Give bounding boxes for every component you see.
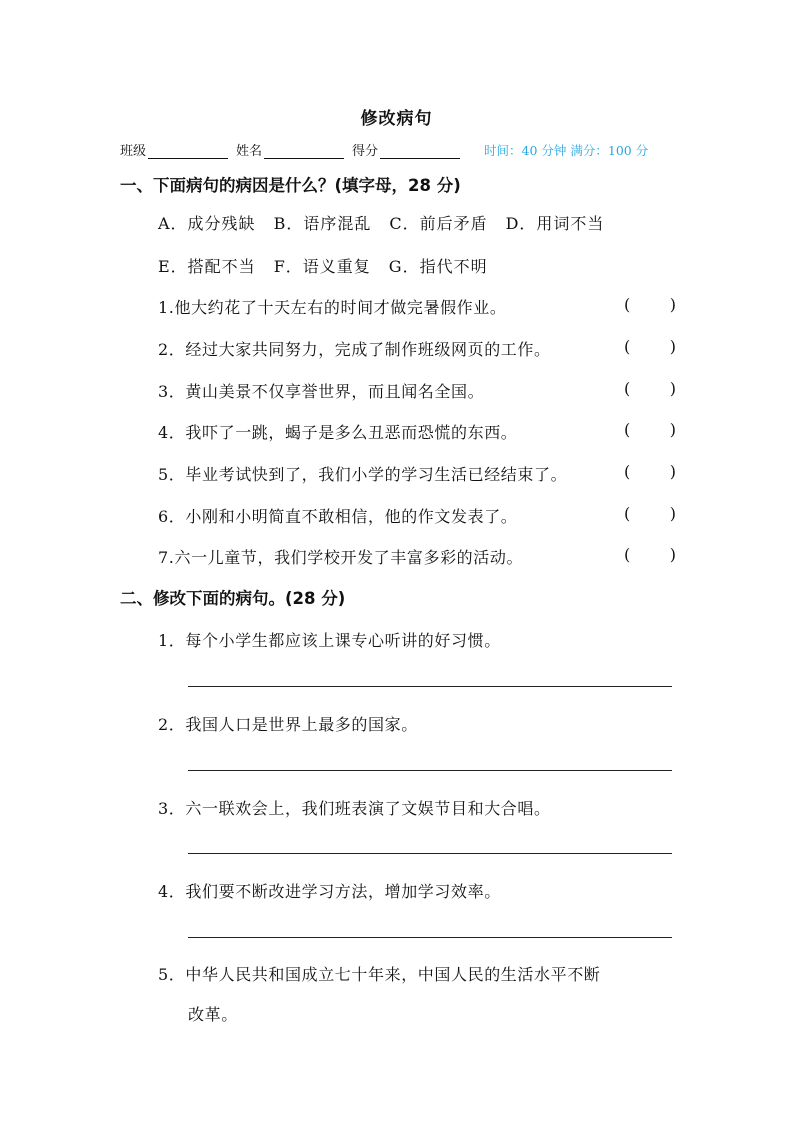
- paren-right: ): [669, 462, 676, 481]
- s2-question-5-continuation: 改革。: [188, 1005, 238, 1024]
- paren-left: (: [624, 504, 631, 523]
- question-text: 我吓了一跳，蝎子是多么丑恶而恐慌的东西。: [185, 423, 518, 442]
- s2-question-4: [158, 879, 678, 902]
- option-b: B．语序混乱: [273, 214, 372, 233]
- paren-left: (: [624, 295, 631, 314]
- question-number: 6．: [158, 507, 186, 526]
- s1-question-2: [158, 337, 678, 360]
- option-c: C．前后矛盾: [389, 214, 488, 233]
- question-text: 黄山美景不仅享誉世界，而且闻名全国。: [185, 382, 485, 401]
- options-row-1: [158, 211, 622, 234]
- paren-left: (: [624, 379, 631, 398]
- question-text: 他大约花了十天左右的时间才做完暑假作业。: [174, 298, 507, 317]
- question-number: 3．: [158, 382, 186, 401]
- answer-parentheses[interactable]: [624, 420, 676, 439]
- question-text: 经过大家共同努力，完成了制作班级网页的工作。: [185, 340, 551, 359]
- option-d: D．用词不当: [505, 214, 605, 233]
- s1-question-7: [158, 545, 678, 568]
- student-info-row: [120, 140, 680, 159]
- class-blank[interactable]: [148, 146, 228, 159]
- name-field: [236, 140, 344, 159]
- question-text: 中华人民共和国成立七十年来，中国人民的生活水平不断: [185, 965, 601, 984]
- s1-question-1: [158, 295, 678, 318]
- paren-right: ): [669, 545, 676, 564]
- section2-heading: 二、修改下面的病句。(28 分): [120, 589, 346, 608]
- answer-line-1[interactable]: [188, 686, 672, 687]
- question-text: 每个小学生都应该上课专心听讲的好习惯。: [185, 631, 501, 650]
- question-number: 4．: [158, 882, 186, 901]
- name-label: 姓名: [236, 144, 263, 159]
- answer-parentheses[interactable]: [624, 462, 676, 481]
- s1-question-3: [158, 379, 678, 402]
- option-a: A．成分残缺: [158, 214, 256, 233]
- question-number: 3．: [158, 799, 186, 818]
- answer-line-4[interactable]: [188, 937, 672, 938]
- paren-left: (: [624, 462, 631, 481]
- paren-right: ): [669, 504, 676, 523]
- question-number: 5．: [158, 465, 186, 484]
- answer-parentheses[interactable]: [624, 379, 676, 398]
- s1-question-4: [158, 420, 678, 443]
- paren-right: ): [669, 379, 676, 398]
- paren-left: (: [624, 337, 631, 356]
- page-title: 修改病句: [360, 109, 433, 129]
- question-text: 小刚和小明简直不敢相信，他的作文发表了。: [185, 507, 518, 526]
- answer-parentheses[interactable]: [624, 295, 676, 314]
- answer-parentheses[interactable]: [624, 337, 676, 356]
- s1-question-5: [158, 462, 678, 485]
- class-label: 班级: [120, 144, 147, 159]
- time-score-info: 时间：40 分钟 满分：100 分: [484, 143, 649, 158]
- question-text: 我国人口是世界上最多的国家。: [185, 715, 418, 734]
- question-number: 7.: [158, 548, 175, 567]
- question-number: 2．: [158, 715, 186, 734]
- paren-left: (: [624, 545, 631, 564]
- question-text: 我们要不断改进学习方法，增加学习效率。: [185, 882, 501, 901]
- score-label: 得分: [352, 144, 379, 159]
- s2-question-5: [158, 962, 678, 985]
- class-field: [120, 140, 228, 159]
- question-number: 2．: [158, 340, 186, 359]
- question-number: 1.: [158, 298, 175, 317]
- s1-question-6: [158, 504, 678, 527]
- paren-left: (: [624, 420, 631, 439]
- question-number: 1．: [158, 631, 186, 650]
- paren-right: ): [669, 295, 676, 314]
- option-e: E．搭配不当: [158, 257, 256, 276]
- option-g: G．指代不明: [388, 257, 488, 276]
- question-number: 4．: [158, 423, 186, 442]
- question-text: 毕业考试快到了，我们小学的学习生活已经结束了。: [185, 465, 568, 484]
- score-blank[interactable]: [380, 146, 460, 159]
- score-field: [352, 140, 460, 159]
- s2-question-3: [158, 796, 678, 819]
- answer-line-3[interactable]: [188, 853, 672, 854]
- paren-right: ): [669, 337, 676, 356]
- question-text: 六一联欢会上，我们班表演了文娱节目和大合唱。: [185, 799, 551, 818]
- answer-line-2[interactable]: [188, 770, 672, 771]
- question-number: 5．: [158, 965, 186, 984]
- name-blank[interactable]: [264, 146, 344, 159]
- question-text: 六一儿童节，我们学校开发了丰富多彩的活动。: [174, 548, 524, 567]
- option-f: F．语义重复: [273, 257, 371, 276]
- answer-parentheses[interactable]: [624, 504, 676, 523]
- s2-question-1: [158, 628, 678, 651]
- answer-parentheses[interactable]: [624, 545, 676, 564]
- paren-right: ): [669, 420, 676, 439]
- s2-question-2: [158, 712, 678, 735]
- options-row-2: [158, 254, 506, 277]
- section1-heading: 一、下面病句的病因是什么？(填字母，28 分): [120, 176, 461, 195]
